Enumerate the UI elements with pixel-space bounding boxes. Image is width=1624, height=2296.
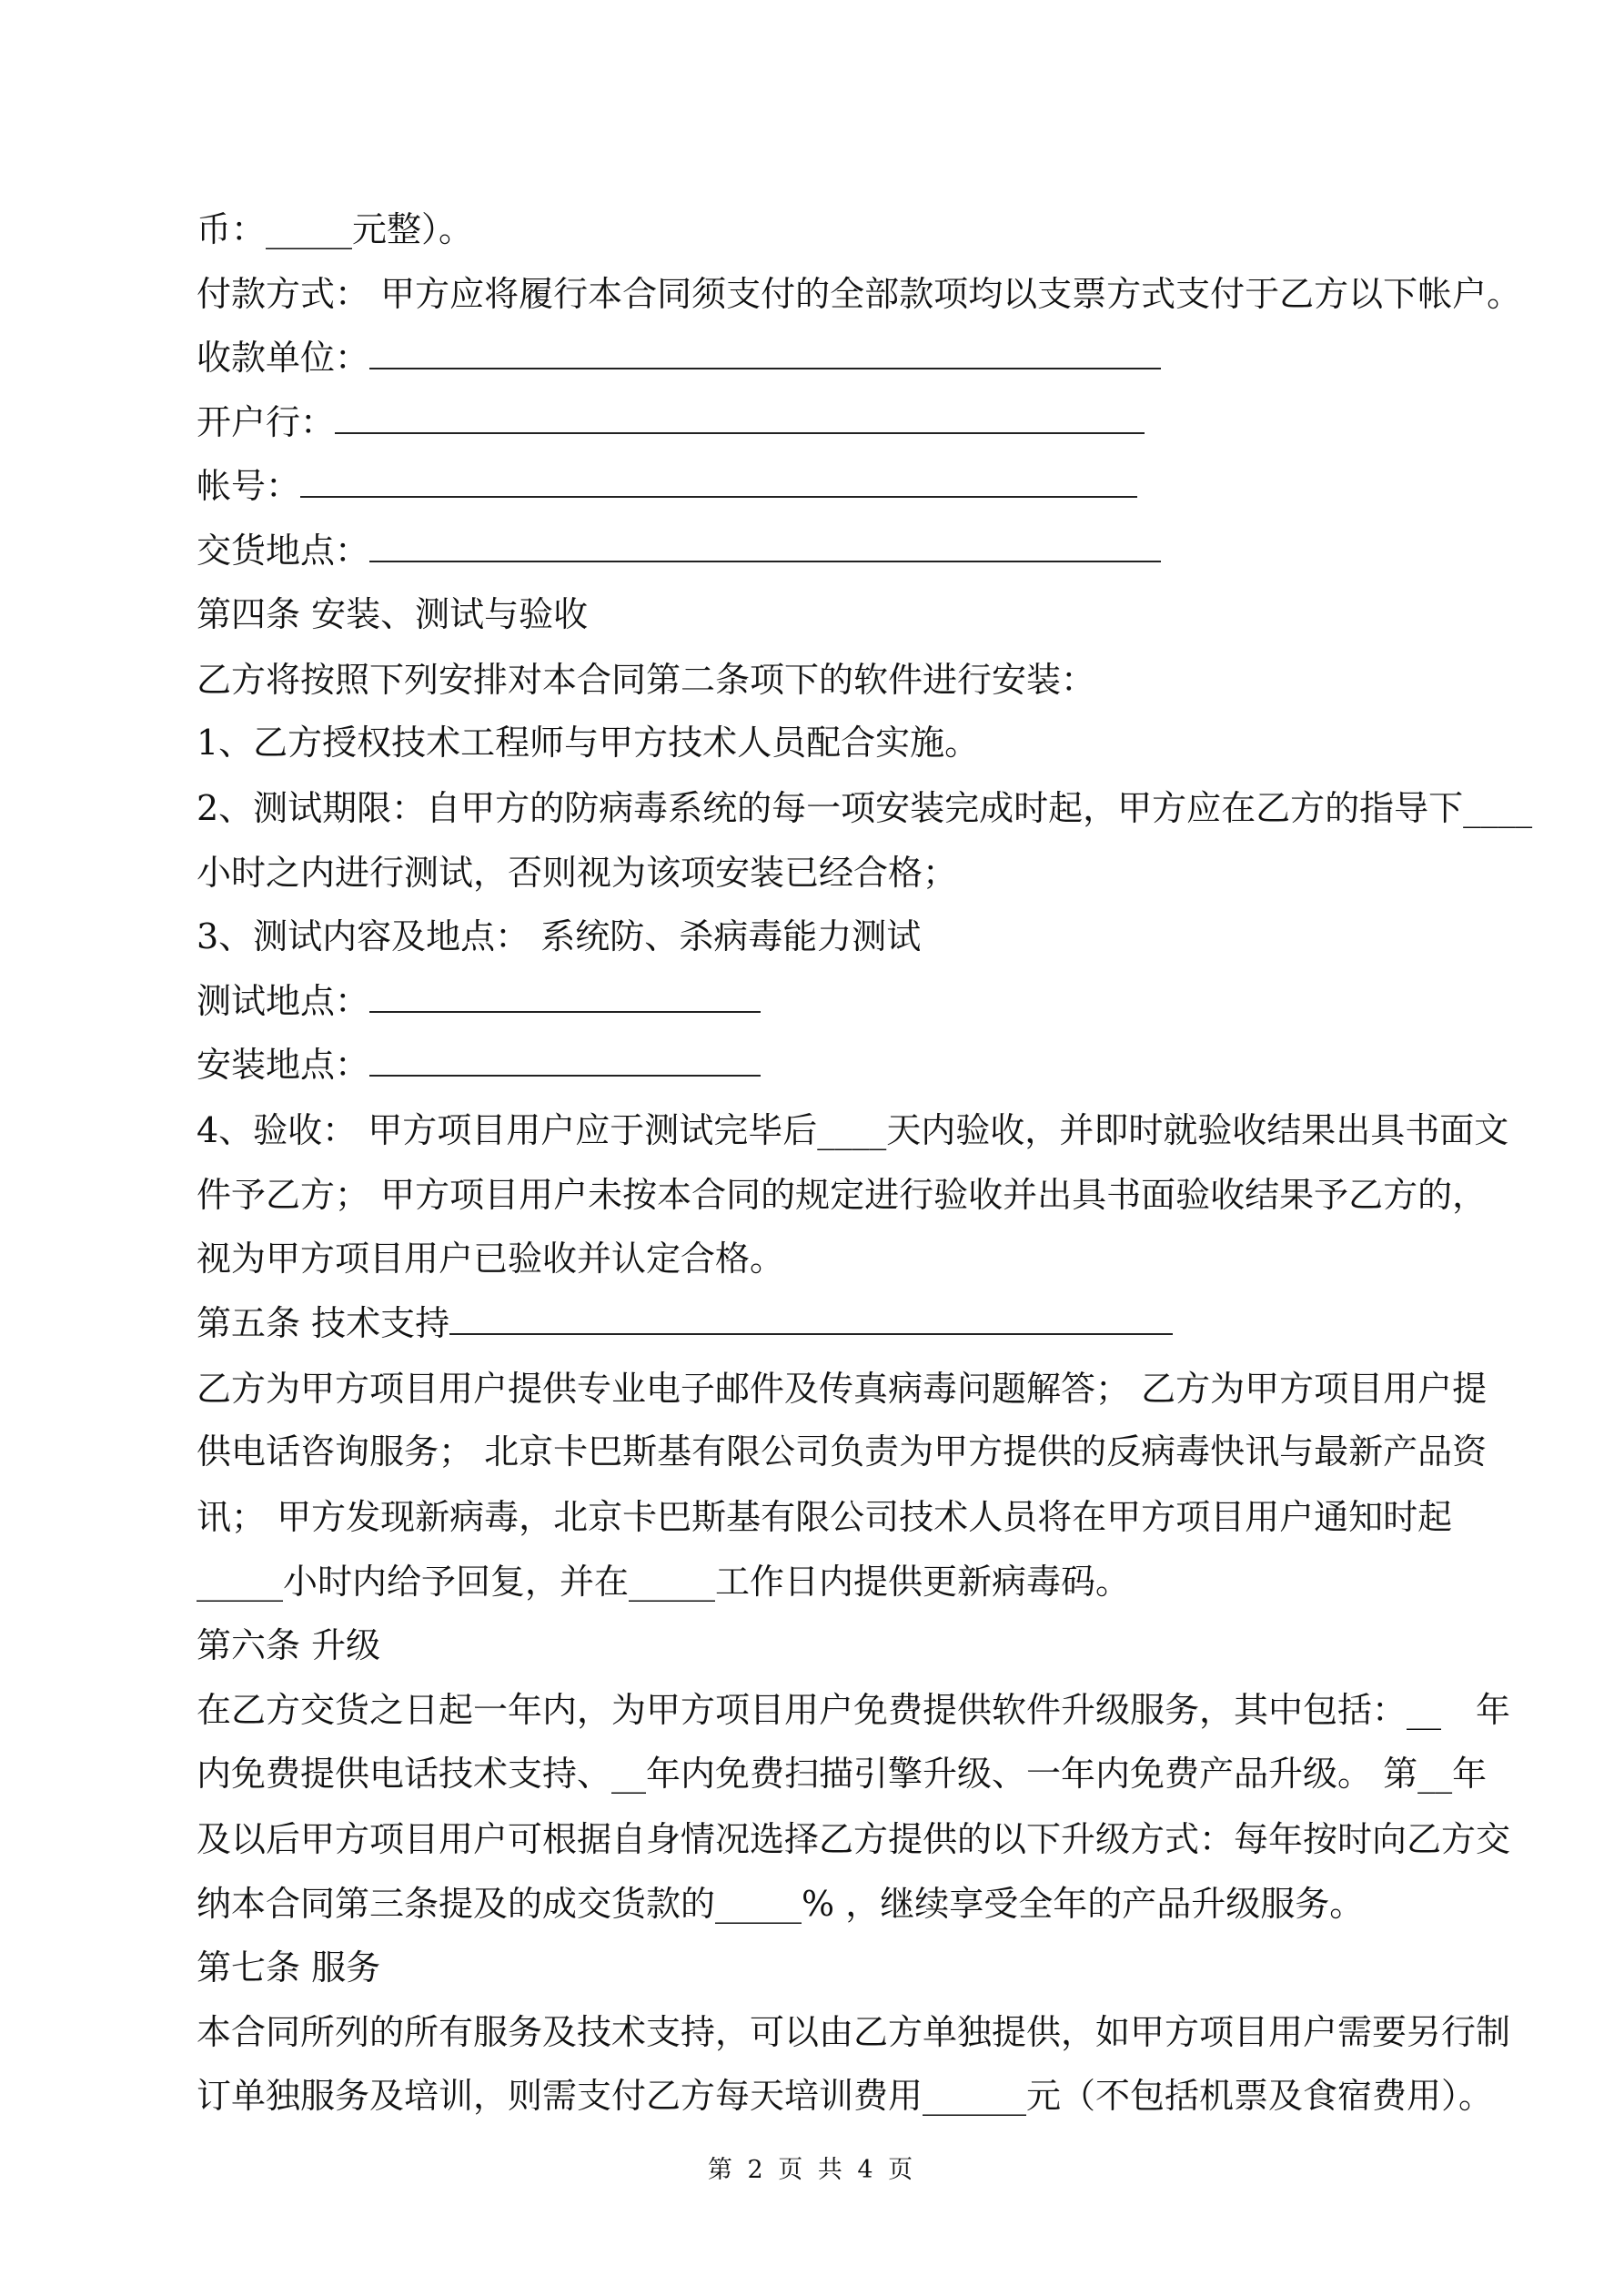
bank-field[interactable] (335, 401, 1145, 434)
paragraph-line: 纳本合同第三条提及的成交货款的_____% ，继续享受全年的产品升级服务。 (197, 1884, 1365, 1924)
article-7-heading: 第七条 服务 (197, 1947, 381, 1988)
currency-line: 币：_____元整）。 (197, 209, 474, 249)
paragraph-line: 4、验收： 甲方项目用户应于测试完毕后____天内验收，并即时就验收结果出具书面文 (197, 1110, 1509, 1150)
article-6-heading: 第六条 升级 (197, 1625, 381, 1665)
paragraph-line: 2、测试期限：自甲方的防病毒系统的每一项安装完成时起，甲方应在乙方的指导下____ (197, 788, 1533, 828)
test-site-field[interactable] (369, 980, 761, 1013)
bank-label: 开户行： (197, 402, 336, 442)
article-5-blank[interactable] (449, 1302, 1173, 1335)
paragraph-line: 小时之内进行测试，否则视为该项安装已经合格； (197, 853, 958, 893)
paragraph-line: 1、乙方授权技术工程师与甲方技术人员配合实施。 (197, 723, 980, 763)
article-5-heading: 第五条 技术支持 (197, 1303, 450, 1343)
payee-label: 收款单位： (197, 338, 370, 378)
test-site-row (197, 978, 761, 1024)
install-site-row (197, 1042, 761, 1087)
paragraph-line: 及以后甲方项目用户可根据自身情况选择乙方提供的以下升级方式：每年按时向乙方交 (197, 1819, 1511, 1859)
bank-row (197, 400, 1145, 445)
paragraph-line: 3、测试内容及地点： 系统防、杀病毒能力测试 (197, 916, 922, 956)
account-label: 帐号： (197, 466, 301, 506)
paragraph-line: 视为甲方项目用户已验收并认定合格。 (197, 1239, 785, 1279)
paragraph-line: 乙方将按照下列安排对本合同第二条项下的软件进行安装： (197, 660, 1096, 700)
delivery-label: 交货地点： (197, 531, 370, 571)
paragraph-line: 供电话咨询服务； 北京卡巴斯基有限公司负责为甲方提供的反病毒快讯与最新产品资 (197, 1431, 1488, 1472)
article-5-row (197, 1300, 1173, 1346)
paragraph-line: 订单独服务及培训，则需支付乙方每天培训费用______元（不包括机票及食宿费用）。 (197, 2076, 1494, 2116)
payee-row (197, 335, 1161, 380)
install-site-field[interactable] (369, 1044, 761, 1077)
paragraph-line: 本合同所列的所有服务及技术支持，可以由乙方单独提供，如甲方项目用户需要另行制 (197, 2012, 1511, 2052)
paragraph-line: 乙方为甲方项目用户提供专业电子邮件及传真病毒问题解答； 乙方为甲方项目用户提 (197, 1369, 1488, 1409)
paragraph-line: 在乙方交货之日起一年内，为甲方项目用户免费提供软件升级服务，其中包括：__ 年 (197, 1690, 1511, 1730)
account-row (197, 463, 1137, 509)
account-field[interactable] (300, 465, 1137, 498)
paragraph-line: _____小时内给予回复，并在_____工作日内提供更新病毒码。 (197, 1562, 1131, 1602)
delivery-field[interactable] (369, 530, 1161, 562)
install-site-label: 安装地点： (197, 1045, 370, 1085)
payee-field[interactable] (369, 337, 1161, 369)
paragraph-line: 件予乙方； 甲方项目用户未按本合同的规定进行验收并出具书面验收结果予乙方的， (197, 1175, 1488, 1215)
delivery-row (197, 528, 1161, 573)
paragraph-line: 内免费提供电话技术支持、__年内免费扫描引擎升级、一年内免费产品升级。 第__年 (197, 1754, 1488, 1794)
test-site-label: 测试地点： (197, 981, 370, 1021)
page-number: 第 2 页 共 4 页 (707, 2156, 917, 2184)
paragraph-line: 讯； 甲方发现新病毒，北京卡巴斯基有限公司技术人员将在甲方项目用户通知时起 (197, 1497, 1453, 1537)
article-4-heading: 第四条 安装、测试与验收 (197, 594, 589, 634)
payment-method: 付款方式： 甲方应将履行本合同须支付的全部款项均以支票方式支付于乙方以下帐户。 (197, 274, 1522, 314)
